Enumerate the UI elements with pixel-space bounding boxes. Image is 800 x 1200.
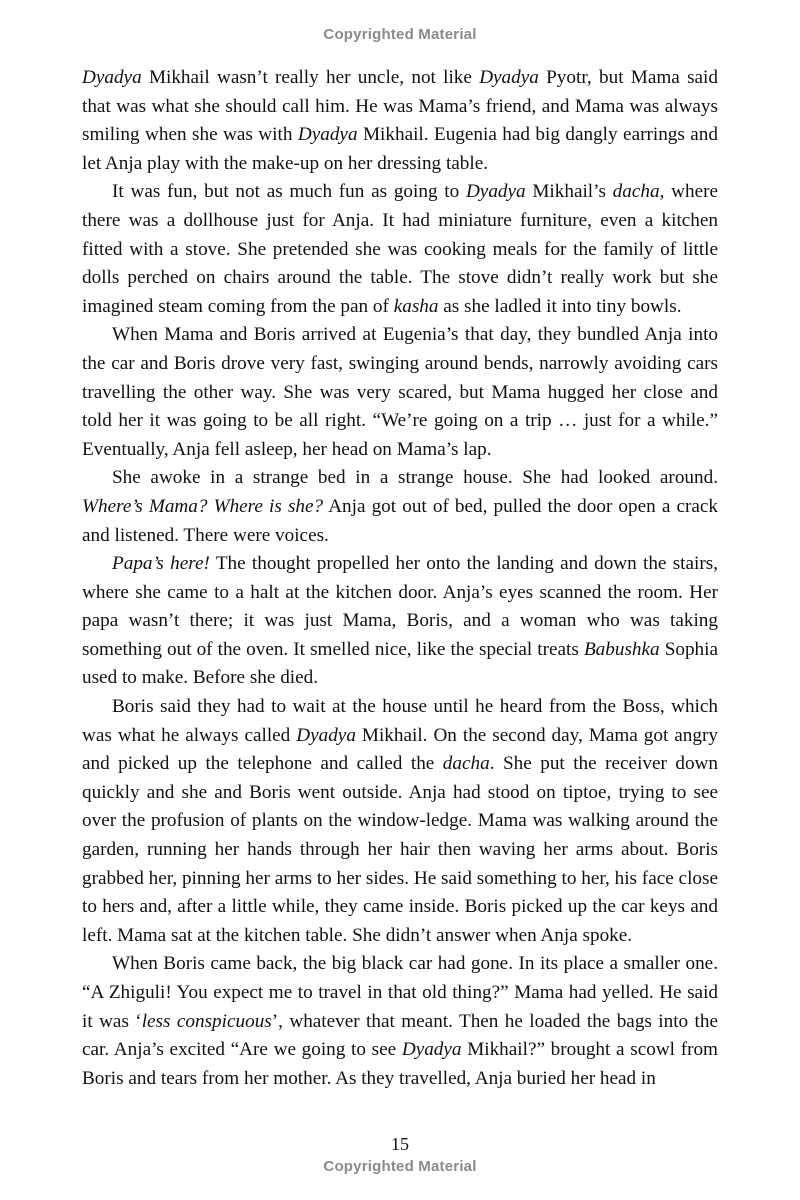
text-run: She awoke in a strange bed in a strange house. She had looked around. [112, 467, 718, 489]
italic-run: Dyadya [82, 67, 142, 88]
italic-run: Papa’s here! [112, 553, 210, 575]
italic-run: Dyadya [296, 724, 356, 746]
text-run: . She put the receiver down quickly and she and Boris went outside. Anja had stood on tiptoe, trying to see over the profusion of plants on the window-ledge. Mama was walking around the garden, running her hands through her hair then waving her arms about. Boris grabbed her, pinning her arms to her sides. He said something to her, his face close to hers and, after a little while, they came inside. Boris picked up the car keys and left. Mama sat at the kitchen table. She didn’t answer when Anja spoke. [82, 753, 719, 946]
text-run: It was fun, but not as much fun as going to [112, 181, 466, 203]
paragraph [82, 321, 718, 464]
italic-run: dacha [612, 181, 660, 203]
italic-run: dacha [442, 753, 490, 775]
italic-run: Dyadya [297, 124, 358, 146]
italic-run: Dyadya [401, 1039, 462, 1061]
copyright-watermark-bottom: Copyrighted Material [323, 1158, 477, 1175]
italic-run: Where’s Mama? Where is she? [82, 495, 324, 517]
paragraph [82, 464, 718, 550]
italic-run: kasha [393, 295, 439, 317]
italic-run: Dyadya [465, 181, 526, 203]
copyright-watermark-top: Copyrighted Material [323, 26, 477, 43]
text-run: Pyotr, but Mama said that was what she should call him. He was Mama’s friend, and Mama was always smiling when she was with [82, 67, 718, 146]
text-run: Mikhail wasn’t really her uncle, not like [141, 67, 480, 88]
italic-run: Babushka [583, 638, 660, 660]
text-run: Mikhail?” brought a scowl from Boris and tears from her mother. As they travelled, Anja buried her head in [82, 1039, 718, 1089]
page-number: 15 [391, 1134, 409, 1154]
italic-run: less conspicuous [141, 1010, 272, 1032]
body-text [82, 64, 718, 1093]
paragraph [82, 693, 718, 950]
text-run: When Mama and Boris arrived at Eugenia’s that day, they bundled Anja into the car and Boris drove very fast, swinging around bends, narrowly avoiding cars travelling the other way. She was very scared, but Mama hugged her close and told her it was going to be all right. “We’re going on a trip … just for a while.” Eventually, Anja fell asleep, her head on Mama’s lap. [82, 324, 718, 460]
text-run: Mikhail. Eugenia had big dangly earrings and let Anja play with the make-up on her dressing table. [82, 124, 718, 174]
paragraph [82, 950, 718, 1093]
text-run: Boris said they had to wait at the house until he heard from the Boss, which was what he always called [82, 696, 718, 746]
paragraph [82, 178, 718, 321]
paragraph [82, 64, 718, 178]
text-run: Sophia used to make. Before she died. [82, 638, 718, 689]
italic-run: Dyadya [479, 67, 539, 88]
text-run: as she ladled it into tiny bowls. [438, 295, 682, 317]
text-run: When Boris came back, the big black car had gone. In its place a smaller one. “A Zhiguli! You expect me to travel in that old thing?” Mama had yelled. He said it was ‘ [82, 953, 718, 1032]
text-run: ’, whatever that meant. Then he loaded the bags into the car. Anja’s excited “Are we going to see [82, 1010, 718, 1061]
text-run: Mikhail’s [525, 181, 613, 203]
text-run: , where there was a dollhouse just for Anja. It had miniature furniture, even a kitchen fitted with a stove. She pretended she was cooking meals for the family of little dolls perched on chairs around the table. The stove didn’t really work but she imagined steam coming from the pan of [82, 181, 718, 317]
paragraph [82, 550, 718, 693]
text-run: Mikhail. On the second day, Mama got angry and picked up the telephone and called the [82, 724, 718, 775]
text-run: Anja got out of bed, pulled the door open a crack and listened. There were voices. [82, 495, 718, 546]
text-run: The thought propelled her onto the landing and down the stairs, where she came to a halt at the kitchen door. Anja’s eyes scanned the room. Her papa wasn’t there; it was just Mama, Boris, and a woman who was taking something out of the oven. It smelled nice, like the special treats [82, 553, 719, 660]
